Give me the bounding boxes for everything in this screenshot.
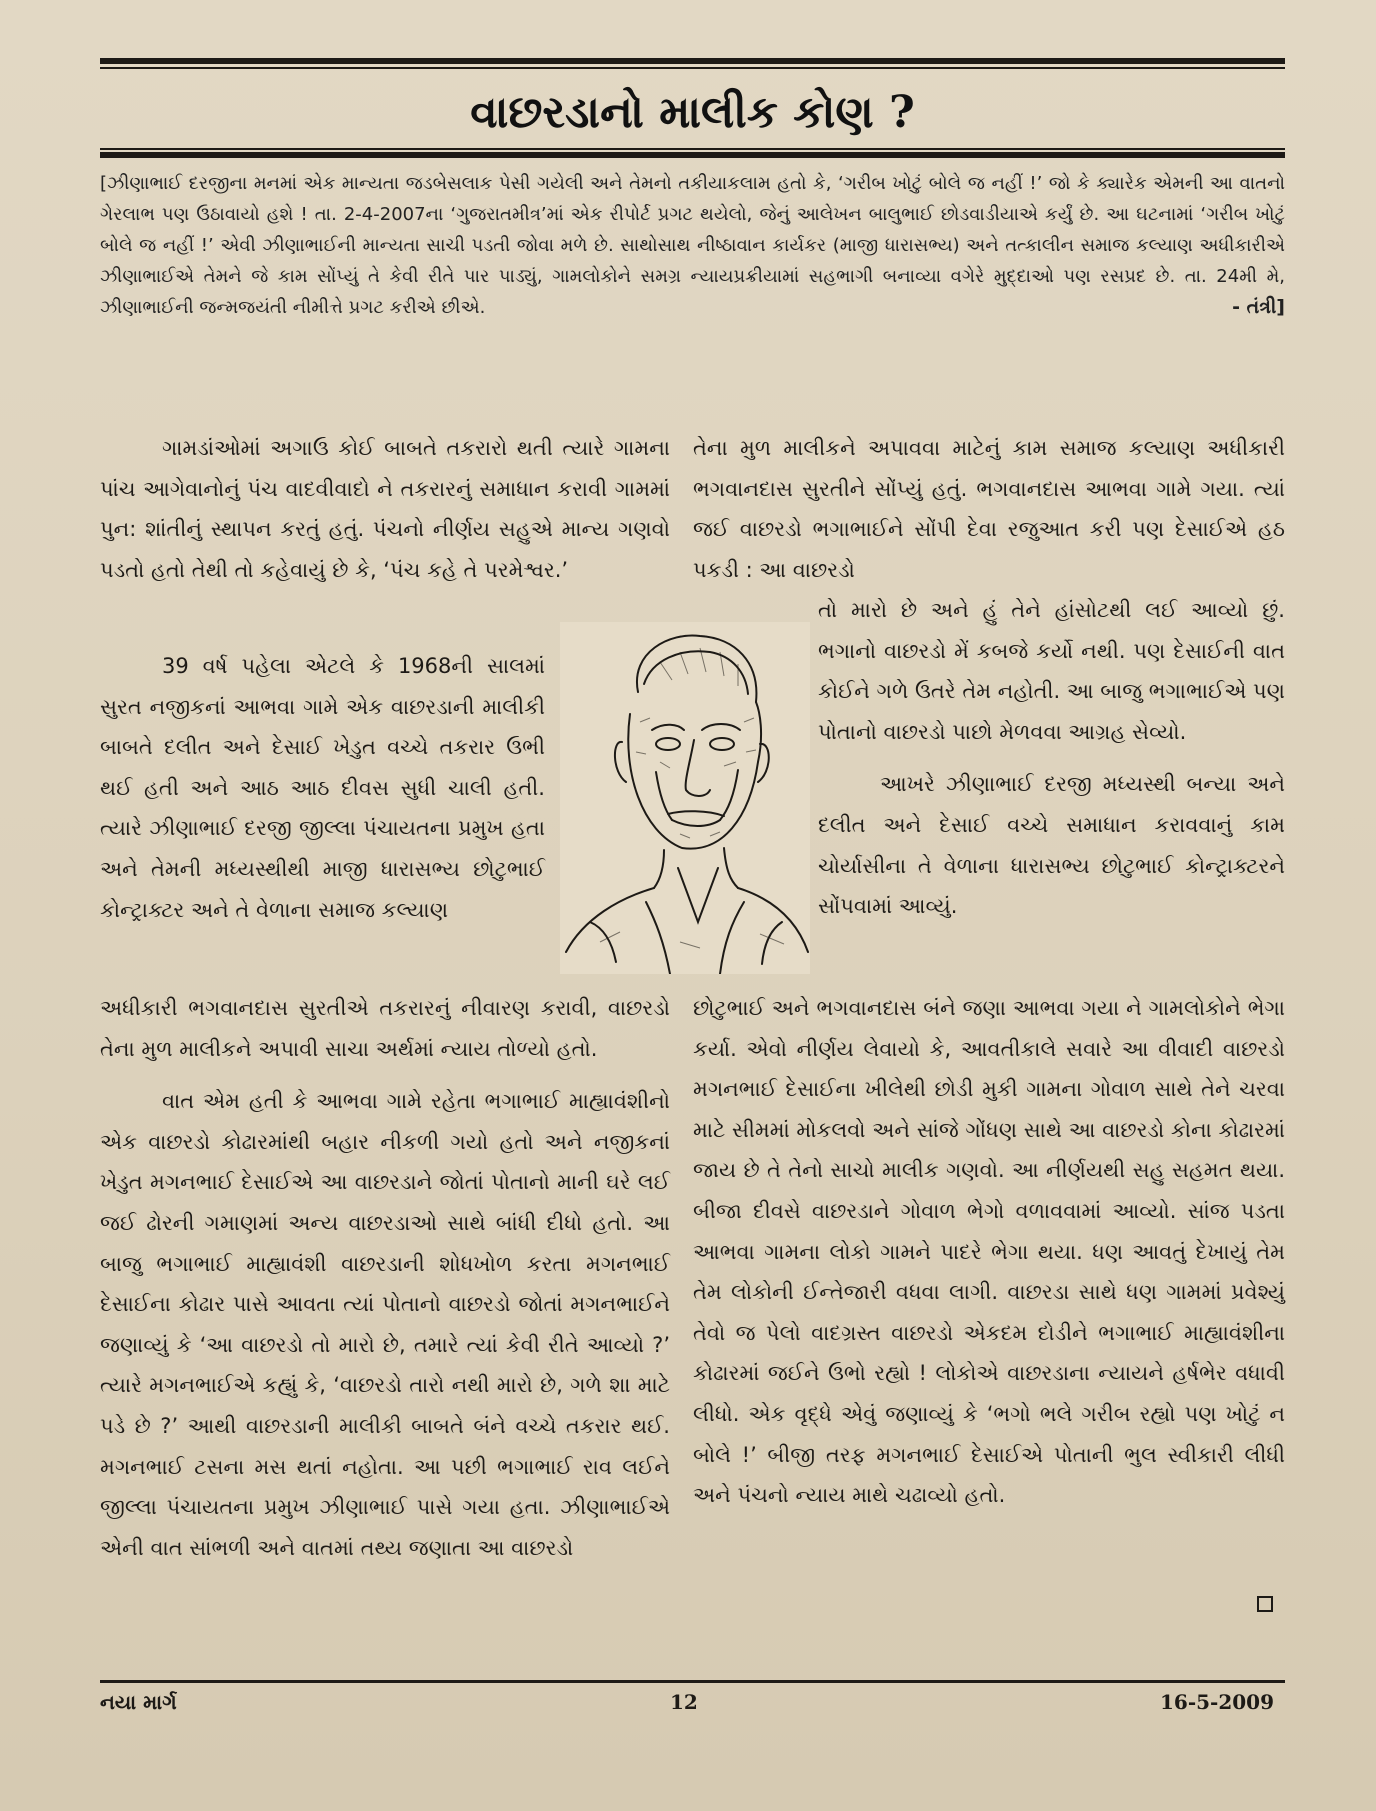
paragraph-mediation: આખરે ઝીણાભાઈ દરજી મધ્યસ્થી બન્યા અને દલીત અને દેસાઈ વચ્ચે સમાધાન કરાવવાનું કામ ચોર્યાસીના તે વેળાના ધારાસભ્ય છોટુભાઈ કોન્ટ્રાક્ટરને સોંપવામાં આવ્યું. [818, 772, 1285, 919]
intro-text: [ઝીણાભાઈ દરજીના મનમાં એક માન્યતા જડબેસલાક પેસી ગયેલી અને તેમનો તકીયાકલામ હતો કે, ‘ગરીબ ખોટું બોલે જ નહીં !’ જો કે ક્યારેક એમની આ વાતનો ગેરલાભ પણ ઉઠાવાયો હશે ! તા. 2-4-2007ના ‘ગુજરાતમીત્ર’માં એક રીપોર્ટ પ્રગટ થયેલો, જેનું આલેખન બાલુભાઈ છોડવાડીયાએ કર્યું છે. આ ઘટનામાં ‘ગરીબ ખોટું બોલે જ નહીં !’ એવી ઝીણાભાઈની માન્યતા સાચી પડતી જોવા મળે છે. સાથોસાથ નીષ્ઠાવાન કાર્યકર (માજી ધારાસભ્ય) અને તત્કાલીન સમાજ કલ્યાણ અધીકારીએ ઝીણાભાઈએ તેમને જે કામ સોંપ્યું તે કેવી રીતે પાર પાડ્યું, ગામલોકોને સમગ્ર ન્યાયપ્રક્રીયામાં સહભાગી બનાવ્યા વગેરે મુદ્દાઓ પણ રસપ્રદ છે. તા. 24મી મે, ઝીણાભાઈની જન્મજયંતી નીમીત્તે પ્રગટ કરીએ છીએ. [100, 173, 1285, 318]
paragraph-story: વાત એમ હતી કે આભવા ગામે રહેતા ભગાભાઈ માહ્યાવંશીનો એક વાછરડો કોઢારમાંથી બહાર નીકળી ગયો હતો અને નજીકનાં ખેડુત મગનભાઈ દેસાઈએ આ વાછરડાને જોતાં પોતાનો માની ઘરે લઈ જઈ ઢોરની ગમાણમાં અન્ય વાછરડાઓ સાથે બાંધી દીધો હતો. આ બાજુ ભગાભાઈ માહ્યાવંશી વાછરડાની શોધખોળ કરતા મગનભાઈ દેસાઈના કોઢાર પાસે આવતા ત્યાં પોતાનો વાછરડો જોતાં મગનભાઈને જણાવ્યું કે ‘આ વાછરડો તો મારો છે, તમારે ત્યાં કેવી રીતે આવ્યો ?’ ત્યારે મગનભાઈએ કહ્યું કે, ‘વાછરડો તારો નથી મારો છે, ગળે શા માટે પડે છે ?’ આથી વાછરડાની માલીકી બાબતે બંને વચ્ચે તકરાર થઈ. મગનભાઈ ટસના મસ થતાં નહોતા. આ પછી ભગાભાઈ રાવ લઈને જીલ્લા પંચાયતના પ્રમુખ ઝીણાભાઈ પાસે ગયા હતા. ઝીણાભાઈએ એની વાત સાંભળી અને વાતમાં તથ્ય જણાતા આ વાછરડો [100, 1089, 670, 1560]
portrait-sketch [560, 622, 810, 974]
editor-signature: - તંત્રી] [1232, 296, 1285, 318]
left-column-top [100, 428, 670, 590]
editor-introduction [100, 168, 1285, 323]
paragraph-1968-continued: અધીકારી ભગવાનદાસ સુરતીએ તકરારનું નીવારણ કરાવી, વાછરડો તેના મુળ માલીકને અપાવી સાચા અર્થમાં ન્યાય તોળ્યો હતો. [100, 996, 670, 1061]
top-rule-thick [100, 58, 1285, 64]
portrait-drawing [560, 622, 810, 974]
right-column-bottom [693, 988, 1285, 1516]
footer-rule [100, 1680, 1285, 1683]
paragraph-samaj-kalyan: તેના મુળ માલીકને અપાવવા માટેનું કામ સમાજ કલ્યાણ અધીકારી ભગવાનદાસ સુરતીને સોંપ્યું હતું. ભગવાનદાસ આભવા ગામે ગયા. ત્યાં જઈ વાછરડો ભગાભાઈને સોંપી દેવા રજુઆત કરી પણ દેસાઈએ હઠ પકડી : આ વાછરડો [693, 436, 1285, 582]
left-column-bottom [100, 988, 670, 1568]
left-column-beside-portrait [100, 646, 545, 930]
right-column-beside-portrait [818, 590, 1285, 927]
end-of-article-mark [1257, 1596, 1273, 1612]
right-column-top [693, 428, 1285, 590]
paragraph-verdict: છોટુભાઈ અને ભગવાનદાસ બંને જણા આભવા ગયા ને ગામલોકોને ભેગા કર્યા. એવો નીર્ણય લેવાયો કે, આવતીકાલે સવારે આ વીવાદી વાછરડો મગનભાઈ દેસાઈના ખીલેથી છોડી મુકી ગામના ગોવાળ સાથે તેને ચરવા માટે સીમમાં મોકલવો અને સાંજે ગોંધણ સાથે આ વાછરડો કોના કોઢારમાં જાય છે તે તેનો સાચો માલીક ગણવો. આ નીર્ણયથી સહુ સહમત થયા. બીજા દીવસે વાછરડાને ગોવાળ ભેગો વળાવવામાં આવ્યો. સાંજ પડતા આભવા ગામના લોકો ગામને પાદરે ભેગા થયા. ધણ આવતું દેખાયું તેમ તેમ લોકોની ઈન્તેજારી વધવા લાગી. વાછરડા સાથે ધણ ગામમાં પ્રવેશ્યું તેવો જ પેલો વાદગ્રસ્ત વાછરડો એકદમ દોડીને ભગાભાઈ માહ્યાવંશીના કોઢારમાં જઈને ઉભો રહ્યો ! લોકોએ વાછરડાના ન્યાયને હર્ષભેર વધાવી લીધો. એક વૃદ્ધે એવું જણાવ્યું કે ‘ભગો ભલે ગરીબ રહ્યો પણ ખોટું ન બોલે !’ બીજી તરફ મગનભાઈ દેસાઈએ પોતાની ભુલ સ્વીકારી લીધી અને પંચનો ન્યાય માથે ચઢાવ્યો હતો. [693, 996, 1285, 1508]
paragraph-panch: ગામડાંઓમાં અગાઉ કોઈ બાબતે તકરારો થતી ત્યારે ગામના પાંચ આગેવાનોનું પંચ વાદવીવાદો ને તકરારનું સમાધાન કરાવી ગામમાં પુન: શાંતીનું સ્થાપન કરતું હતું. પંચનો નીર્ણય સહુએ માન્ય ગણવો પડતો હતો તેથી તો કહેવાયું છે કે, ‘પંચ કહે તે પરમેશ્વર.’ [100, 436, 670, 582]
magazine-name: નયા માર્ગ [100, 1690, 177, 1714]
page-number: 12 [670, 1690, 698, 1714]
paragraph-1968: 39 વર્ષ પહેલા એટલે કે 1968ની સાલમાં સુરત નજીકનાં આભવા ગામે એક વાછરડાની માલીકી બાબતે દલીત અને દેસાઈ ખેડુત વચ્ચે તકરાર ઉભી થઈ હતી અને આઠ આઠ દીવસ સુધી ચાલી હતી. ત્યારે ઝીણાભાઈ દરજી જીલ્લા પંચાયતના પ્રમુખ હતા અને તેમની મધ્યસ્થીથી માજી ધારાસભ્ય છોટુભાઈ કોન્ટ્રાક્ટર અને તે વેળાના સમાજ કલ્યાણ [100, 654, 545, 922]
paragraph-desai-claim: તો મારો છે અને હું તેને હાંસોટથી લઈ આવ્યો છું. ભગાનો વાછરડો મેં કબજે કર્યો નથી. પણ દેસાઈની વાત કોઈને ગળે ઉતરે તેમ નહોતી. આ બાજુ ભગાભાઈએ પણ પોતાનો વાછરડો પાછો મેળવવા આગ્રહ સેવ્યો. [818, 598, 1285, 744]
issue-date: 16-5-2009 [1160, 1690, 1275, 1714]
top-rule-thin [100, 67, 1285, 69]
article-title: વાછરડાનો માલીક કોણ ? [470, 87, 915, 138]
title-rule-thick [100, 152, 1285, 158]
title-rule-thin [100, 148, 1285, 150]
